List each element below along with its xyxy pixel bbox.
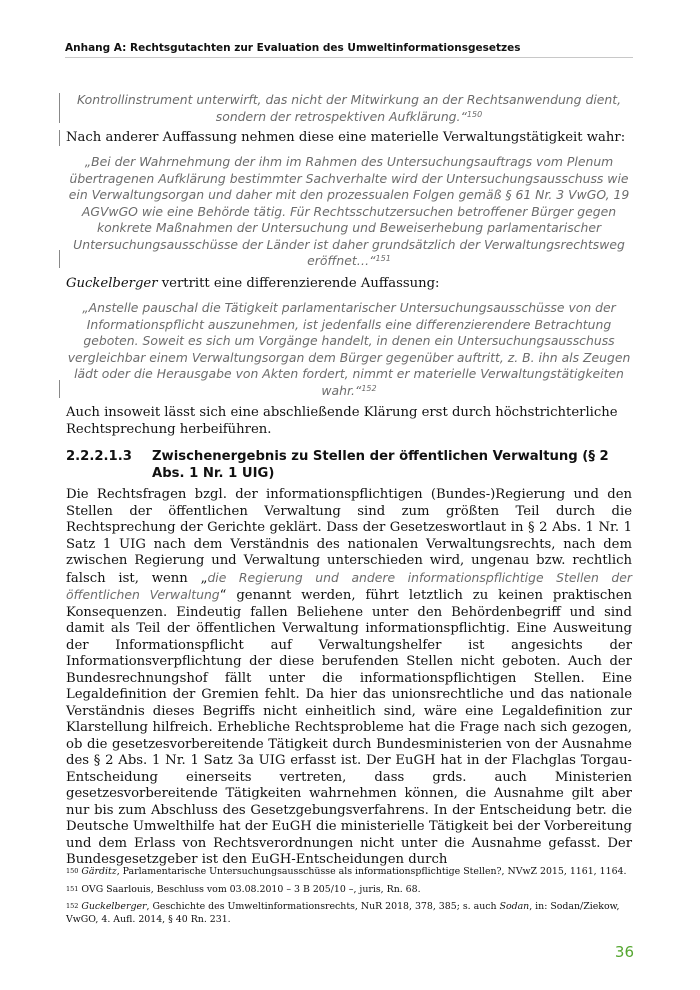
footnote-ref[interactable]: 152 <box>361 383 377 393</box>
paragraph-4 <box>66 487 632 869</box>
paragraph-text: vertritt eine differenzierende Auffassung: <box>157 276 440 291</box>
footnote-ref[interactable]: 150 <box>466 109 483 119</box>
footnote-text: , in: Sodan/Ziekow, VwGO, 4. Aufl. 2014, § 40 Rn. 231. <box>66 901 620 925</box>
quote-text: Kontrollinstrument unterwirft, das nicht der Mitwirkung an der Rechtsanwendung dient, sondern der retrospektiven Aufklärung.“ <box>76 92 622 124</box>
section-number: 2.2.2.1.3 <box>66 449 132 464</box>
footnote-number: 151 <box>66 884 79 893</box>
footnote-author: Sodan <box>499 901 530 912</box>
footnote-number: 150 <box>66 867 79 875</box>
footnote-ref[interactable]: 151 <box>375 254 391 263</box>
section-title: Zwischenergebnis zu Stellen der öffentlichen Verwaltung (§ 2 Abs. 1 Nr. 1 UIG) <box>152 449 609 481</box>
footnote-text: , Geschichte des Umweltinformationsrechts, NuR 2018, 378, 385; s. auch <box>146 901 500 912</box>
paragraph-2 <box>66 276 632 293</box>
block-quote-1 <box>66 92 632 125</box>
paragraph-text: “ genannt werden, führt letztlich zu keinen praktischen Konsequenzen. Eindeutig fallen Beliehene unter den Behördenbegriff und sind damit als Teil der öffentlichen Verwaltung informationspflichtig. Eine Ausweitung der Informationspflicht auf Verwaltungshelfer ist angesichts der Informationsverpflichtung der diese berufenden Stellen nicht geboten. Auch der Bundesrechnungshof fällt unter die informationspflichtigen Stellen. Eine Legaldefinition der Gremien fehlt. Da hier das unionsrechtliche und das nationale Verständnis dieses Begriffs nicht einheitlich sind, wäre eine Legaldefinition zur Klarstellung hilfreich. Erhebliche Rechtsprobleme hat die Frage nach sich gezogen, ob die gesetzesvorbereitende Tätigkeit durch Bundesministerien von der Ausnahme des § 2 Abs. 1 Nr. 1 Satz 3a UIG erfasst ist. Der EuGH hat in der Flachglas Torgau-Entscheidung einerseits vertreten, dass grds. auch Ministerien gesetzesvorbereitende Tätigkeiten wahrnehmen können, die Ausnahme gilt aber nur bis zum Abschluss des Gesetzgebungsverfahrens. In der Entscheidung betr. die Deutsche Umwelthilfe hat der EuGH die ministerielle Tätigkeit bei der Vorbereitung und dem Erlass von Rechtsverordnungen nicht unter die Ausnahme gefasst. Der Bundesgesetzgeber ist den EuGH-Entscheidungen durch <box>66 588 632 867</box>
block-quote-2 <box>66 154 632 270</box>
quote-text: „Bei der Wahrnehmung der ihm im Rahmen des Untersuchungsauftrags vom Plenum übertragenen Aufklärung bestimmter Sachverhalte wird der Untersuchungsausschuss wie ein Verwaltungsorgan und daher mit den prozessualen Folgen gemäß § 61 Nr. 3 VwGO, 19 AGVwGO wie eine Behörde tätig. Für Rechtsschutzersuchen betroffener Bürger gegen konkrete Maßnahmen der Untersuchung und Beweiserhebung parlamentarischer Untersuchungsausschüsse der Länder ist daher grundsätzlich der Verwaltungsrechtsweg eröffnet…“ <box>68 154 630 268</box>
paragraph-1: Nach anderer Auffassung nehmen diese eine materielle Verwaltungstätigkeit wahr: <box>66 130 626 145</box>
footnote-text: OVG Saarlouis, Beschluss vom 03.08.2010 – 3 B 205/10 –, juris, Rn. 68. <box>81 883 421 895</box>
change-bar <box>59 380 60 398</box>
change-bar <box>59 93 60 123</box>
quote-text: „Anstelle pauschal die Tätigkeit parlamentarischer Untersuchungsausschüsse von der Informationspflicht auszunehmen, ist jedenfalls eine differenzierendere Betrachtung geboten. Soweit es sich um Vorgänge handelt, in denen ein Untersuchungsausschuss vergleichbar einem Verwaltungsorgan dem Bürger gegenüber auftritt, z. B. ihn als Zeugen lädt oder die Herausgabe von Akten fordert, nimmt er materielle Verwaltungstätigkeiten wahr.“ <box>67 300 631 398</box>
paragraph-3: Auch insoweit lässt sich eine abschließende Klärung erst durch höchstrichterliche Rechtsprechung herbeiführen. <box>66 405 618 437</box>
footnote <box>66 866 632 879</box>
running-header: Anhang A: Rechtsgutachten zur Evaluation des Umweltinformationsgesetzes <box>65 42 633 58</box>
footnotes <box>66 866 632 931</box>
change-bar <box>59 250 60 268</box>
footnote-text: , Parlamentarische Untersuchungsausschüsse als informationspflichtige Stellen?, NVwZ 2015, 1161, 1164. <box>116 866 627 877</box>
footnote <box>66 884 632 897</box>
page-number: 36 <box>614 943 634 961</box>
paragraph-text: Die Rechtsfragen bzgl. der informationspflichtigen (Bundes-)Regierung und den Stellen der öffentlichen Verwaltung sind zum größten Teil durch die Rechtsprechung der Gerichte geklärt. Dass der Gesetzeswortlaut in § 2 Abs. 1 Nr. 1 Satz 1 UIG nach dem Verständnis des nationalen Verwaltungsrechts, nach dem zwischen Regierung und Verwaltung unterschieden wird, ungenau bzw. rechtlich falsch ist, wenn „ <box>66 487 632 586</box>
author-name: Guckelberger <box>66 276 158 291</box>
footnote-author: Gärditz <box>81 866 117 877</box>
footnote <box>66 901 632 926</box>
inline-quote: die Regierung und andere informationspflichtige Stellen der öffentlichen Verwaltung <box>66 569 633 602</box>
footnote-number: 152 <box>66 902 79 910</box>
change-bar <box>59 130 60 146</box>
block-quote-3 <box>66 300 632 399</box>
footnote-author: Guckelberger <box>81 901 147 912</box>
